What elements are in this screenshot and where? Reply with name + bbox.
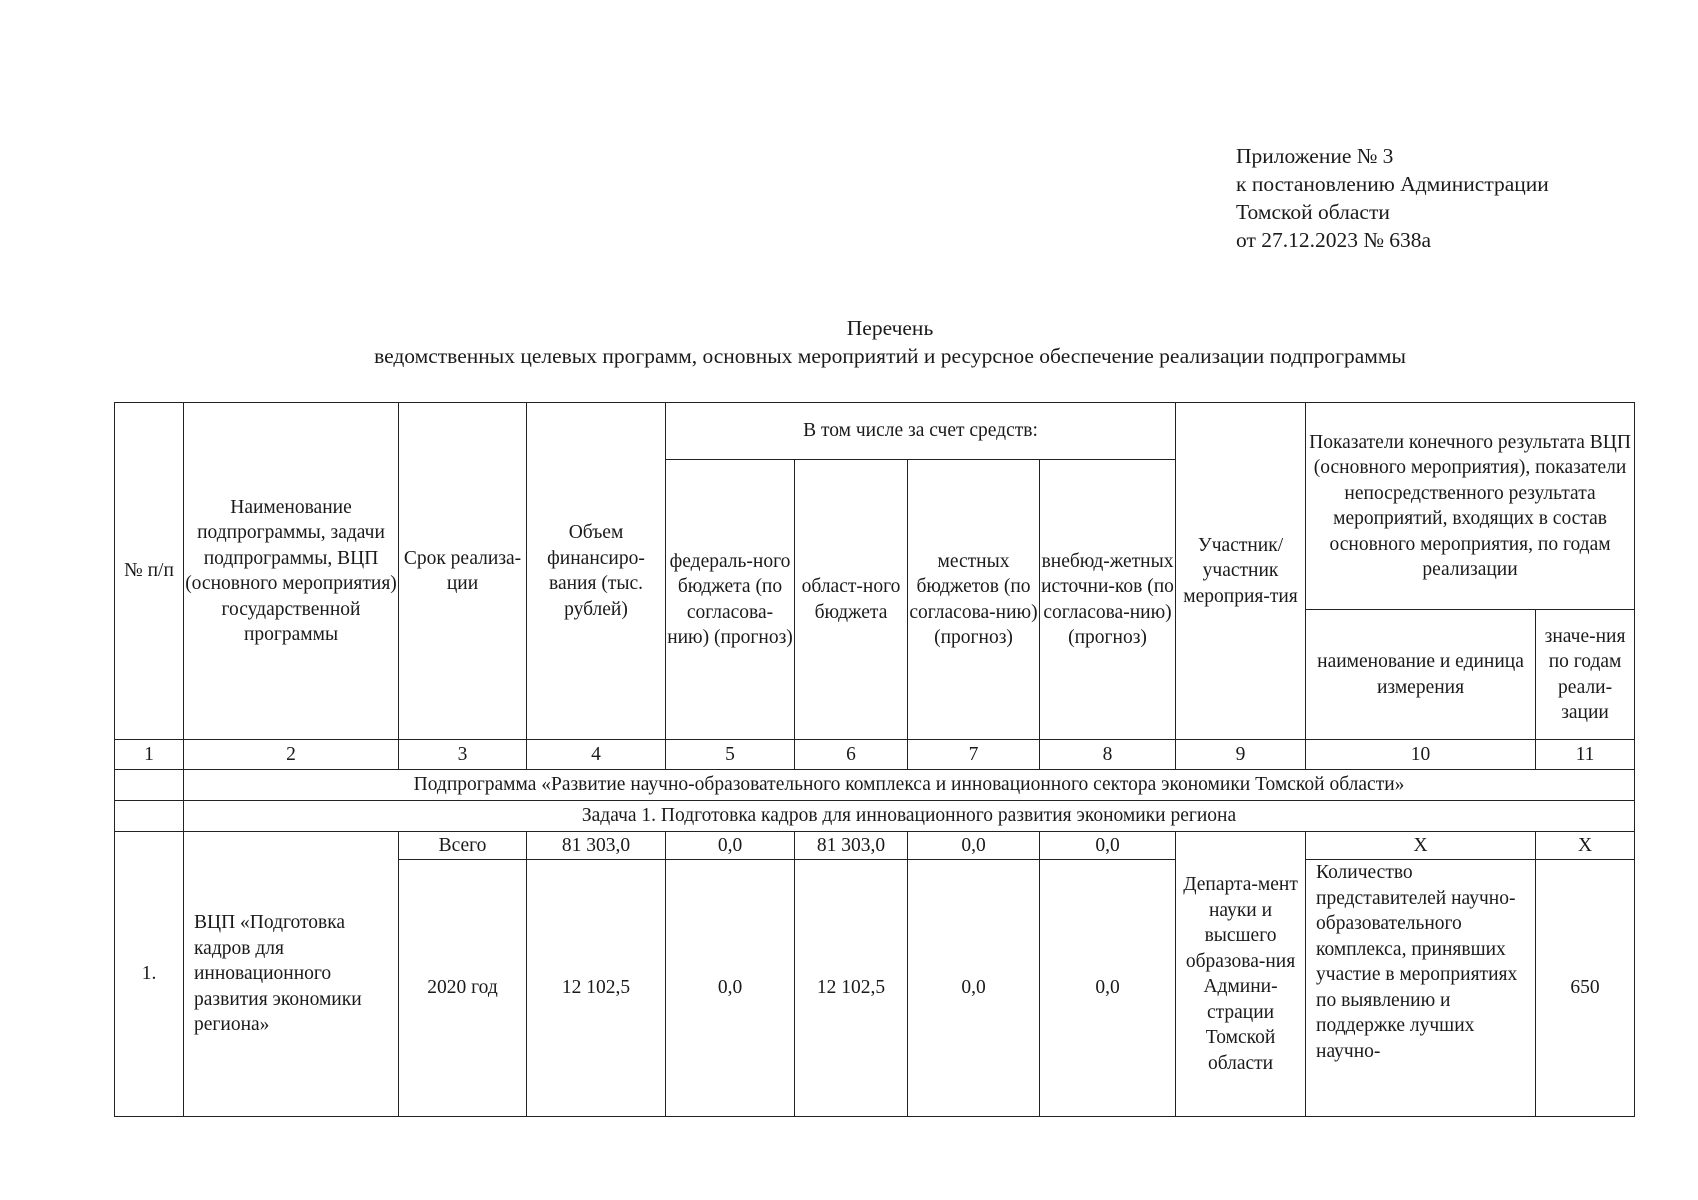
appendix-line-2: к постановлению Администрации: [1236, 172, 1549, 196]
subprogram-title: Подпрограмма «Развитие научно-образовательного комплекса и инновационного сектора экономики Томской области»: [184, 770, 1635, 801]
appendix-line-4: от 27.12.2023 № 638а: [1236, 228, 1432, 252]
header-num: № п/п: [115, 403, 184, 740]
cell-federal: 0,0: [666, 832, 795, 860]
header-local: местных бюджетов (по согласова-нию) (прогноз): [908, 460, 1040, 740]
cell-volume: 81 303,0: [527, 832, 666, 860]
header-federal: федераль-ного бюджета (по согласова-нию) (прогноз): [666, 460, 795, 740]
document-title: Перечень: [846, 316, 934, 340]
item-participant: Департа-мент науки и высшего образова-ния Админи-страции Томской области: [1176, 832, 1306, 1117]
col-number: 7: [908, 740, 1040, 770]
header-term: Срок реализа-ции: [399, 403, 527, 740]
task-title: Задача 1. Подготовка кадров для инновационного развития экономики региона: [184, 801, 1635, 832]
cell-extra: 0,0: [1040, 832, 1176, 860]
header-extra: внебюд-жетных источни-ков (по согласова-нию) (прогноз): [1040, 460, 1176, 740]
col-number: 1: [115, 740, 184, 770]
subprogram-row: [115, 770, 1635, 801]
header-indicators: Показатели конечного результата ВЦП (основного мероприятия), показатели непосредственного результата мероприятий, входящих в состав основного мероприятия, по годам реализации: [1306, 403, 1635, 610]
cell-indicator-name: [1306, 860, 1536, 1117]
col-number: 6: [795, 740, 908, 770]
appendix-line-1: Приложение № 3: [1236, 144, 1394, 168]
cell-term: Всего: [399, 832, 527, 860]
document-subtitle: ведомственных целевых программ, основных мероприятий и ресурсное обеспечение реализации подпрограммы: [374, 344, 1406, 368]
indicator-name-text: Количество представителей научно-образовательного комплекса, принявших участие в мероприятиях по выявлению и поддержке лучших научно-: [1316, 862, 1518, 1062]
col-number: 9: [1176, 740, 1306, 770]
col-number: 10: [1306, 740, 1536, 770]
cell-extra: 0,0: [1040, 860, 1176, 1117]
header-row-1: [115, 403, 1635, 460]
cell-volume: 12 102,5: [527, 860, 666, 1117]
header-including: В том числе за счет средств:: [666, 403, 1176, 460]
task-row: [115, 801, 1635, 832]
program-table: [114, 402, 1635, 1117]
item-name: ВЦП «Подготовка кадров для инновационного развития экономики региона»: [184, 832, 399, 1117]
col-number: 5: [666, 740, 795, 770]
header-name: Наименование подпрограммы, задачи подпрограммы, ВЦП (основного мероприятия) государственной программы: [184, 403, 399, 740]
cell-local: 0,0: [908, 832, 1040, 860]
item-number: 1.: [115, 832, 184, 1117]
cell-regional: 81 303,0: [795, 832, 908, 860]
cell-local: 0,0: [908, 860, 1040, 1117]
header-participant: Участник/ участник мероприя-тия: [1176, 403, 1306, 740]
empty-cell: [115, 770, 184, 801]
col-number: 11: [1536, 740, 1635, 770]
col-number: 2: [184, 740, 399, 770]
empty-cell: [115, 801, 184, 832]
col-number: 4: [527, 740, 666, 770]
appendix-line-3: Томской области: [1236, 200, 1390, 224]
header-indicator-values: значе-ния по годам реали-зации: [1536, 610, 1635, 740]
cell-indicator-name: Х: [1306, 832, 1536, 860]
appendix-block: [1236, 142, 1549, 254]
cell-federal: 0,0: [666, 860, 795, 1117]
header-regional: област-ного бюджета: [795, 460, 908, 740]
cell-indicator-value: 650: [1536, 860, 1635, 1117]
col-number: 8: [1040, 740, 1176, 770]
header-indicator-name: наименование и единица измерения: [1306, 610, 1536, 740]
col-number: 3: [399, 740, 527, 770]
cell-regional: 12 102,5: [795, 860, 908, 1117]
table-row: [115, 832, 1635, 860]
column-number-row: [115, 740, 1635, 770]
cell-term: 2020 год: [399, 860, 527, 1117]
cell-indicator-value: Х: [1536, 832, 1635, 860]
header-volume: Объем финансиро-вания (тыс. рублей): [527, 403, 666, 740]
